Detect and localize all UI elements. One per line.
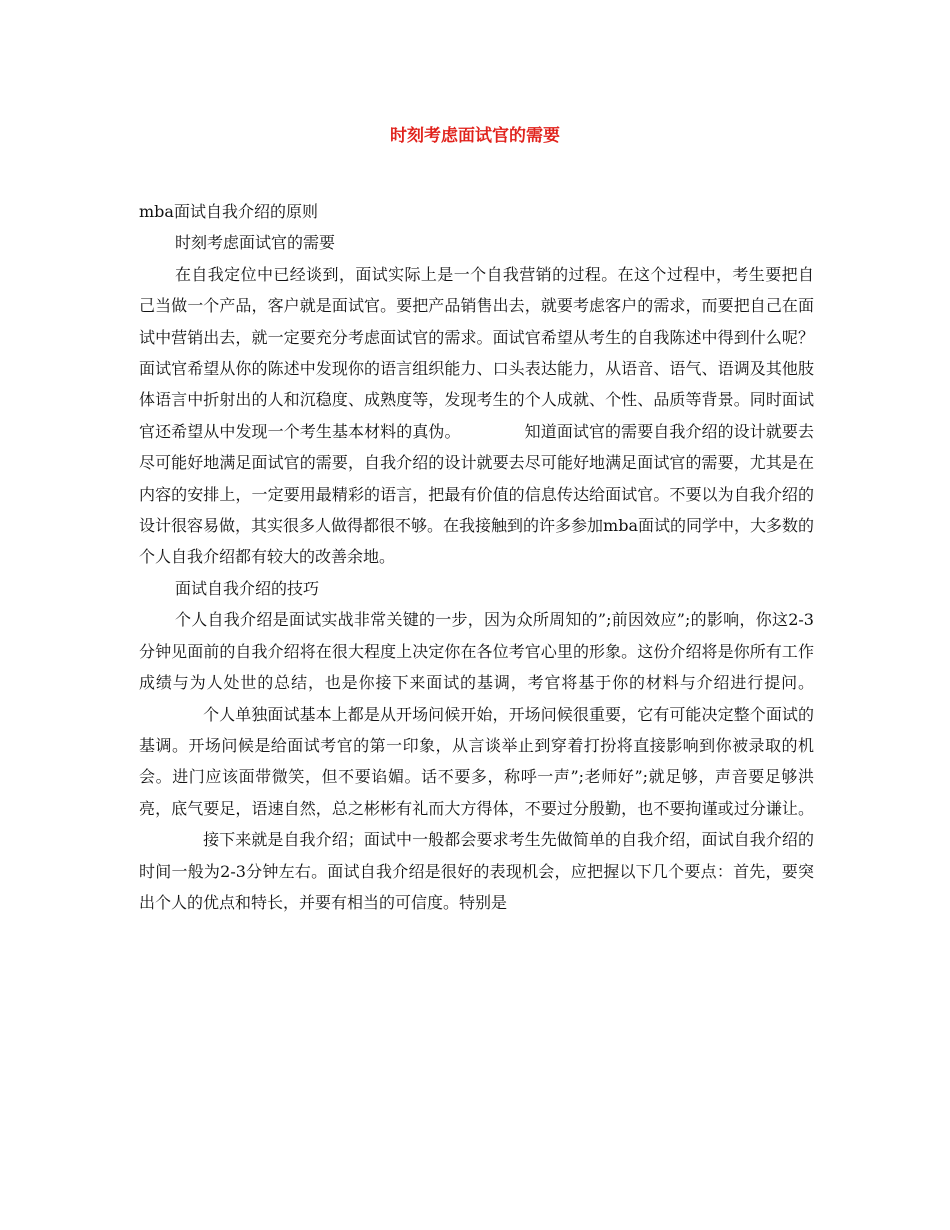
paragraph-text-continuation-2: 接下来就是自我介绍；面试中一般都会要求考生先做简单的自我介绍，面试自我介绍的时间一般为2-3分钟左右。面试自我介绍是很好的表现机会，应把握以下几个要点：首先，要突出个人的优点和特长，并要有相当的可信度。特别是 [139,830,814,912]
paragraph-intro-skills [139,604,814,918]
paragraph-principles-heading: mba面试自我介绍的原则 [139,202,318,221]
document-body [139,196,814,918]
document-title: 时刻考虑面试官的需要 [390,126,560,146]
paragraph-subheading-needs: 时刻考虑面试官的需要 [175,233,336,253]
paragraph-text-continuation: 个人单独面试基本上都是从开场问候开始，开场问候很重要，它有可能决定整个面试的基调。开场问候是给面试考官的第一印象，从言谈举止到穿着打扮将直接影响到你被录取的机会。进门应该面带微笑，但不要谄媚。话不要多，称呼一声”;老师好”;就足够，声音要足够洪亮，底气要足，语速自然，总之彬彬有礼而大方得体，不要过分殷勤，也不要拘谨或过分谦让。 [139,704,814,818]
paragraph-self-marketing [139,259,814,573]
paragraph-text: 个人自我介绍是面试实战非常关键的一步，因为众所周知的”;前因效应”;的影响，你这2-3分钟见面前的自我介绍将在很大程度上决定你在各位考官心里的形象。这份介绍将是你所有工作成绩与为人处世的总结，也是你接下来面试的基调，考官将基于你的材料与介绍进行提问。 [139,610,814,693]
paragraph-subheading-skills: 面试自我介绍的技巧 [175,578,320,598]
paragraph-text-continuation: 知道面试官的需要自我介绍的设计就要去尽可能好地满足面试官的需要，自我介绍的设计就要去尽可能好地满足面试官的需要，尤其是在内容的安排上，一定要用最精彩的语言，把最有价值的信息传达给面试官。不要以为自我介绍的设计很容易做，其实很多人做得都很不够。在我接触到的许多参加mba面试的同学中，大多数的个人自我介绍都有较大的改善余地。 [139,421,814,567]
paragraph-text: 在自我定位中已经谈到，面试实际上是一个自我营销的过程。在这个过程中，考生要把自己当做一个产品，客户就是面试官。要把产品销售出去，就要考虑客户的需求，而要把自己在面试中营销出去，就一定要充分考虑面试官的需求。面试官希望从考生的自我陈述中得到什么呢？面试官希望从你的陈述中发现你的语言组织能力、口头表达能力，从语音、语气、语调及其他肢体语言中折射出的人和沉稳度、成熟度等，发现考生的个人成就、个性、品质等背景。同时面试官还希望从中发现一个考生基本材料的真伪。 [139,264,814,441]
